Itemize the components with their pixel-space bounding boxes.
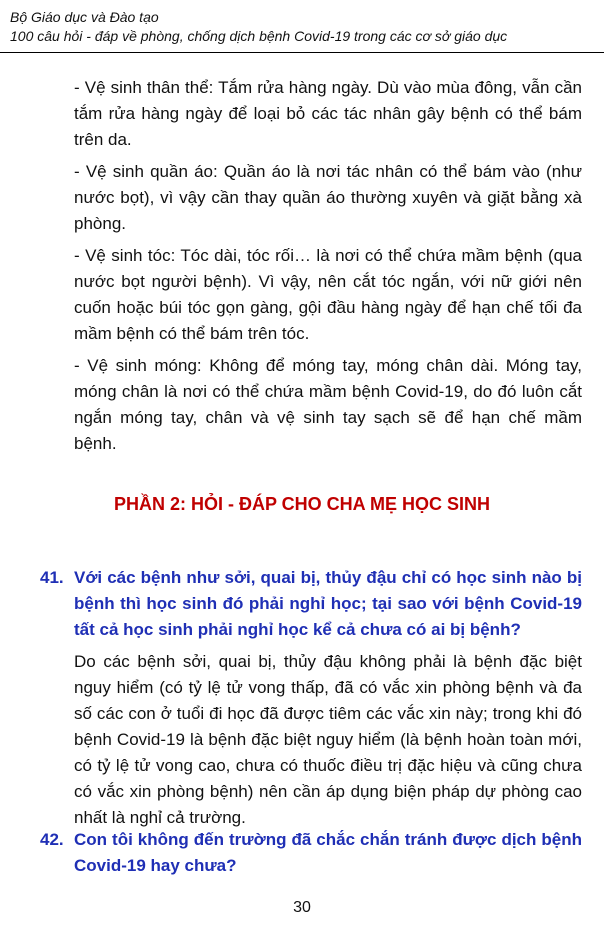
question-number: 41. — [40, 568, 64, 587]
paragraph-body-hygiene: - Vệ sinh thân thể: Tắm rửa hàng ngày. Dù vào mùa đông, vẫn cần tắm rửa hàng ngày để loại bỏ các tác nhân gây bệnh có thể bám trên da. — [74, 78, 582, 149]
page-header — [10, 8, 594, 46]
header-organization: Bộ Giáo dục và Đào tạo — [10, 9, 159, 25]
page-number: 30 — [293, 899, 311, 916]
paragraph-nail-hygiene: - Vệ sinh móng: Không để móng tay, móng chân dài. Móng tay, móng chân là nơi có thể chứa mầm bệnh Covid-19, do đó luôn cắt ngắn móng tay, chân và vệ sinh tay sạch sẽ để hạn chế mầm bệnh. — [74, 356, 582, 453]
answer-41: Do các bệnh sởi, quai bị, thủy đậu không phải là bệnh đặc biệt nguy hiểm (có tỷ lệ tử vong thấp, đã có vắc xin phòng bệnh và đa số các con ở tuổi đi học đã được tiêm các vắc xin này; trong khi đó bệnh Covid-19 là bệnh đặc biệt nguy hiểm (là bệnh hoàn toàn mới, có tỷ lệ tử vong cao, chưa có thuốc điều trị đặc hiệu và cũng chưa có vắc xin phòng bệnh) nên cần áp dụng biện pháp dự phòng cao nhất là nghỉ cả trường. — [74, 652, 582, 827]
question-42 — [40, 827, 582, 879]
question-text: Với các bệnh như sởi, quai bị, thủy đậu chỉ có học sinh nào bị bệnh thì học sinh đó phải nghỉ học; tại sao với bệnh Covid-19 tất cả học sinh phải nghỉ học kể cả chưa có ai bị bệnh? — [74, 568, 582, 639]
section-title: PHẦN 2: HỎI - ĐÁP CHO CHA MẸ HỌC SINH — [113, 494, 491, 514]
header-divider — [0, 52, 604, 53]
paragraph-clothes-hygiene: - Vệ sinh quần áo: Quần áo là nơi tác nhân có thể bám vào (như nước bọt), vì vậy cần thay quần áo thường xuyên và giặt bằng xà phòng. — [74, 162, 582, 233]
paragraph-hair-hygiene: - Vệ sinh tóc: Tóc dài, tóc rối… là nơi có thể chứa mầm bệnh (qua nước bọt người bệnh). Vì vậy, nên cắt tóc ngắn, với nữ giới nên cuốn hoặc búi tóc gọn gàng, gội đầu hàng ngày để hạn chế tối đa mầm bệnh có thể bám trên tóc. — [74, 246, 582, 343]
question-number: 42. — [40, 830, 64, 849]
header-document-title: 100 câu hỏi - đáp về phòng, chống dịch bệnh Covid-19 trong các cơ sở giáo dục — [10, 28, 508, 44]
question-41 — [40, 565, 582, 643]
question-text: Con tôi không đến trường đã chắc chắn tránh được dịch bệnh Covid-19 hay chưa? — [74, 830, 582, 875]
